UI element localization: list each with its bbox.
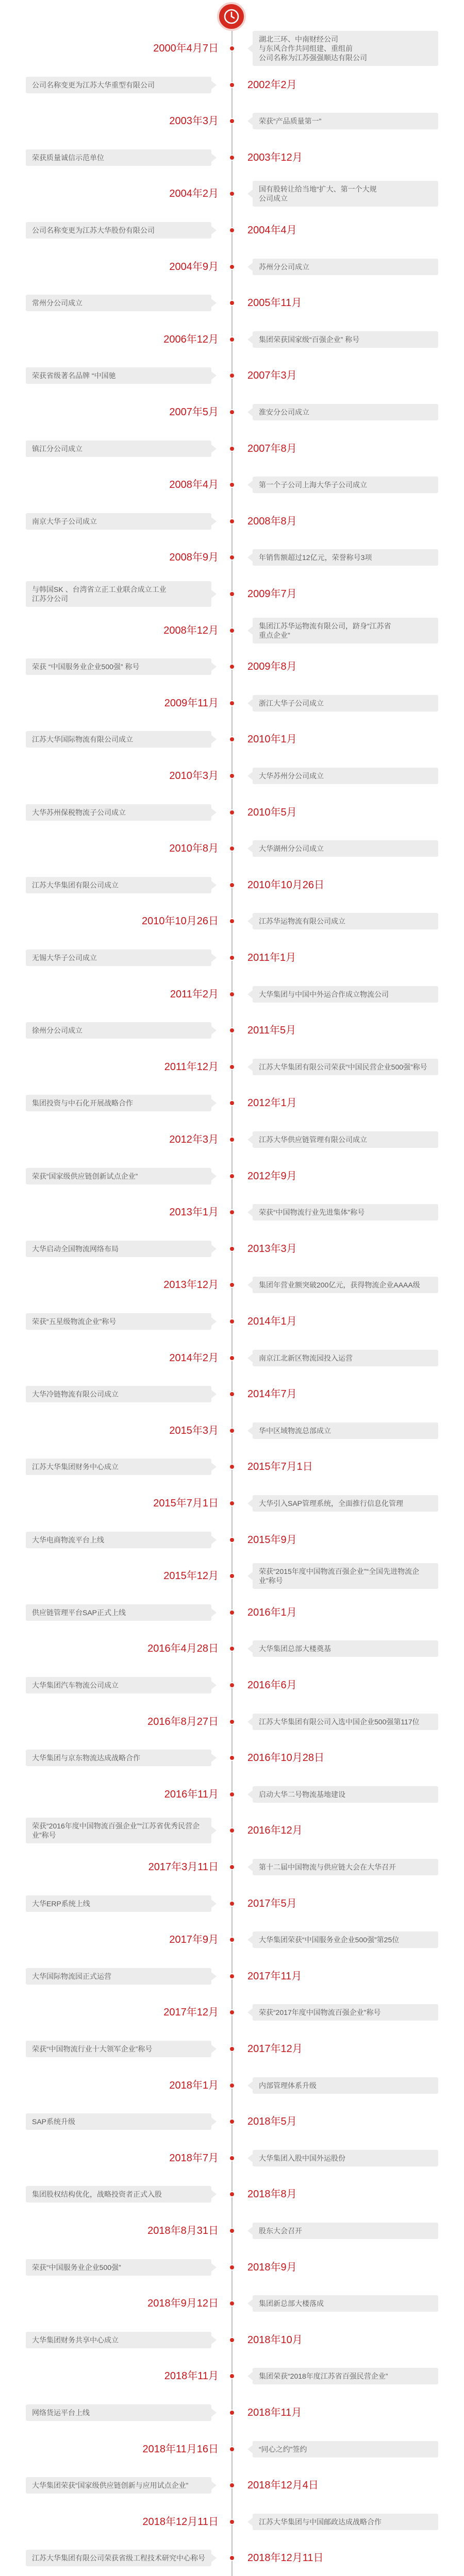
event-description: 荣获“2015年度中国物流百强企业”“全国先进物流企业”称号: [253, 1563, 438, 1589]
timeline-dot: [229, 554, 235, 561]
event-description: 荣获“国家级供应链创新试点企业”: [26, 1168, 211, 1184]
event-date: 2016年11月: [164, 1788, 219, 1800]
timeline-dot: [229, 2155, 235, 2161]
event-date: 2011年1月: [247, 952, 296, 963]
event-date: 2015年7月1日: [247, 1461, 313, 1473]
timeline-dot: [229, 227, 235, 233]
event-description: 荣获“中国物流行业先进集体”称号: [253, 1204, 438, 1221]
event-date: 2011年2月: [170, 988, 219, 1000]
event-description: 荣获“中国物流行业十大领军企业”称号: [26, 2041, 211, 2057]
event-date: 2016年4月28日: [147, 1643, 219, 1655]
timeline-dot: [229, 2373, 235, 2379]
event-description: 大华电商物流平台上线: [26, 1532, 211, 1548]
event-date: 2018年10月: [247, 2334, 303, 2346]
event-description: 大华集团总部大楼奠基: [253, 1640, 438, 1657]
event-date: 2017年9月: [169, 1934, 219, 1946]
event-date: 2018年8月31日: [147, 2225, 219, 2236]
event-description: 大华湖州分公司成立: [253, 840, 438, 857]
event-description: 供应链管理平台SAP正式上线: [26, 1604, 211, 1621]
event-description: 大华集团汽车物流公司成立: [26, 1677, 211, 1693]
timeline-dot: [229, 591, 235, 597]
event-date: 2018年12月4日: [247, 2480, 319, 2492]
event-date: 2007年5月: [169, 406, 219, 418]
event-description: 大华苏州保税物流子公司成立: [26, 804, 211, 821]
event-description: 淮安分公司成立: [253, 404, 438, 420]
timeline-dot: [229, 664, 235, 670]
event-date: 2008年9月: [169, 552, 219, 564]
event-date: 2013年3月: [247, 1243, 297, 1255]
event-description: 大华国际物流园正式运营: [26, 1968, 211, 1985]
timeline-dot: [229, 300, 235, 306]
event-description: 集团股权结构优化，战略投资者正式入股: [26, 2186, 211, 2202]
timeline-dot: [229, 2410, 235, 2416]
timeline-dot: [229, 1209, 235, 1215]
timeline-dot: [229, 1573, 235, 1579]
event-description: 江苏大华集团有限公司成立: [26, 877, 211, 893]
event-date: 2010年5月: [247, 806, 297, 818]
event-date: 2015年3月: [169, 1425, 219, 1436]
event-description: 年销售额超过12亿元，荣誉称号3项: [253, 549, 438, 566]
event-date: 2010年10月26日: [142, 916, 219, 927]
event-date: 2018年11月16日: [142, 2443, 219, 2455]
event-date: 2017年12月: [247, 2043, 303, 2055]
event-date: 2010年1月: [247, 734, 297, 745]
event-date: 2018年9月: [247, 2261, 297, 2273]
timeline-dot: [229, 264, 235, 270]
event-description: 江苏大华国际物流有限公司成立: [26, 731, 211, 748]
timeline-dot: [229, 518, 235, 524]
event-date: 2004年9月: [169, 261, 219, 273]
timeline-dot: [229, 1682, 235, 1688]
event-date: 2000年4月7日: [153, 43, 219, 54]
timeline-dot: [229, 1282, 235, 1288]
event-description: 集团新总部大楼落成: [253, 2295, 438, 2312]
timeline-dot: [229, 2009, 235, 2015]
event-description: 与韩国SK 、台湾省立正工业联合成立工业 江苏分公司: [26, 581, 211, 607]
timeline-dot: [229, 336, 235, 343]
timeline-dot: [229, 446, 235, 452]
event-description: “同心之约”签约: [253, 2441, 438, 2458]
timeline-dot: [229, 1173, 235, 1179]
event-date: 2010年3月: [169, 770, 219, 782]
timeline-dot: [229, 1791, 235, 1798]
timeline-dot: [229, 1428, 235, 1434]
event-description: 江苏大华供应链管理有限公司成立: [253, 1131, 438, 1148]
timeline-dot: [229, 482, 235, 488]
event-description: 荣获 “中国服务业企业500强” 称号: [26, 658, 211, 675]
event-description: SAP系统升级: [26, 2113, 211, 2130]
event-description: 荣获“2016年度中国物流百强企业”“江苏省优秀民营企业”称号: [26, 1818, 211, 1843]
event-date: 2015年9月: [247, 1534, 297, 1546]
timeline-dot: [229, 1318, 235, 1325]
event-description: 大华集团财务共享中心成立: [26, 2332, 211, 2348]
event-description: 内部管理体系升级: [253, 2077, 438, 2094]
event-description: 华中区域物流总部成立: [253, 1422, 438, 1439]
event-description: 荣获“中国服务业企业500强”: [26, 2259, 211, 2276]
event-date: 2018年5月: [247, 2116, 297, 2128]
event-date: 2015年12月: [163, 1570, 219, 1582]
event-description: 江苏大华集团与中国邮政达成战略合作: [253, 2514, 438, 2530]
event-description: 大华ERP系统上线: [26, 1895, 211, 1912]
event-description: 镇江分公司成立: [26, 440, 211, 457]
timeline-dot: [229, 372, 235, 379]
event-date: 2006年12月: [163, 333, 219, 345]
event-date: 2005年11月: [247, 297, 302, 309]
event-date: 2016年12月: [247, 1825, 303, 1837]
event-description: 大华冷链物流有限公司成立: [26, 1386, 211, 1402]
event-date: 2016年10月28日: [247, 1752, 324, 1764]
event-date: 2011年5月: [247, 1025, 296, 1037]
event-description: 江苏华运物流有限公司成立: [253, 913, 438, 929]
timeline-dot: [229, 1500, 235, 1506]
timeline-dot: [229, 2300, 235, 2307]
timeline-dot: [229, 1646, 235, 1652]
event-date: 2018年11月: [247, 2407, 302, 2418]
timeline-dot: [229, 1246, 235, 1252]
timeline-dot: [229, 82, 235, 88]
event-date: 2003年3月: [169, 115, 219, 127]
event-date: 2018年1月: [169, 2079, 219, 2091]
event-date: 2007年3月: [247, 370, 297, 382]
timeline-dot: [229, 2446, 235, 2452]
timeline-dot: [229, 773, 235, 779]
timeline-dot: [229, 1827, 235, 1834]
event-date: 2003年12月: [247, 151, 303, 163]
event-description: 荣获省级著名品牌 “中国驰: [26, 367, 211, 384]
event-date: 2017年3月11日: [148, 1861, 219, 1873]
event-description: 大华集团荣获“中国服务业企业500强”第25位: [253, 1931, 438, 1948]
timeline-dot: [229, 2228, 235, 2234]
timeline-dot: [229, 809, 235, 816]
timeline-dot: [229, 1064, 235, 1070]
event-date: 2004年2月: [169, 188, 219, 200]
event-date: 2011年12月: [164, 1061, 219, 1073]
event-date: 2017年11月: [247, 1970, 302, 1982]
event-date: 2002年2月: [247, 79, 297, 91]
event-date: 2012年9月: [247, 1170, 297, 1182]
event-date: 2010年10月26日: [247, 879, 324, 891]
event-description: 集团荣获国家级“百强企业” 称号: [253, 331, 438, 348]
event-description: 大华集团荣获“国家级供应链创新与应用试点企业”: [26, 2477, 211, 2494]
event-date: 2012年1月: [247, 1097, 297, 1109]
event-description: 启动大华二号物流基地建设: [253, 1786, 438, 1803]
timeline-dot: [229, 1391, 235, 1397]
event-description: 大华苏州分公司成立: [253, 768, 438, 784]
timeline-dot: [229, 736, 235, 742]
timeline-dot: [229, 2082, 235, 2089]
timeline-dot: [229, 1100, 235, 1106]
event-date: 2013年1月: [169, 1207, 219, 1218]
event-description: 徐州分公司成立: [26, 1022, 211, 1039]
timeline-dot: [229, 118, 235, 124]
event-description: 江苏大华集团有限公司入选中国企业500强第117位: [253, 1714, 438, 1730]
timeline-dot: [229, 955, 235, 961]
timeline-dot: [229, 191, 235, 197]
event-description: 大华集团与京东物流达成战略合作: [26, 1750, 211, 1766]
event-description: 荣获“产品质量第一”: [253, 113, 438, 129]
event-date: 2018年11月: [164, 2370, 219, 2382]
event-description: 集团江苏华运物流有限公司，跻身“江苏省 重点企业”: [253, 618, 438, 643]
timeline-dot: [229, 2555, 235, 2561]
timeline-dot: [229, 918, 235, 924]
event-description: 集团年营业额突破200亿元，获得物流企业AAAA级: [253, 1277, 438, 1293]
event-description: 公司名称变更为江苏大华重型有限公司: [26, 77, 211, 93]
timeline-dot: [229, 2519, 235, 2525]
event-date: 2009年7月: [247, 588, 297, 600]
event-date: 2007年8月: [247, 443, 297, 454]
event-description: 第一个子公司上海大华子公司成立: [253, 477, 438, 493]
event-date: 2014年2月: [169, 1352, 219, 1364]
event-date: 2012年3月: [169, 1134, 219, 1145]
event-date: 2018年8月: [247, 2189, 297, 2200]
event-description: 南京江北新区物流园投入运营: [253, 1350, 438, 1366]
event-date: 2014年1月: [247, 1316, 297, 1327]
event-date: 2009年8月: [247, 661, 297, 673]
timeline-dot: [229, 1755, 235, 1761]
timeline-dot: [229, 1973, 235, 1979]
event-description: 荣获“五星级物流企业”称号: [26, 1313, 211, 1330]
timeline-dot: [229, 155, 235, 161]
timeline-dot: [229, 991, 235, 997]
timeline-dot: [229, 1355, 235, 1361]
event-description: 浙江大华子公司成立: [253, 695, 438, 711]
event-date: 2016年8月27日: [147, 1716, 219, 1727]
event-date: 2018年12月11日: [142, 2516, 219, 2528]
event-date: 2015年7月1日: [153, 1498, 219, 1509]
timeline-dot: [229, 2119, 235, 2125]
timeline-dot: [229, 1937, 235, 1943]
event-date: 2008年4月: [169, 479, 219, 491]
event-description: 大华启动全国物流网络布局: [26, 1241, 211, 1257]
event-description: 苏州分公司成立: [253, 259, 438, 275]
clock-icon: [217, 2, 246, 31]
timeline-dot: [229, 1137, 235, 1143]
event-date: 2017年12月: [163, 2007, 219, 2019]
event-description: 江苏大华集团财务中心成立: [26, 1459, 211, 1475]
event-description: 大华集团入股中国外运股份: [253, 2150, 438, 2166]
timeline-dot: [229, 1027, 235, 1033]
event-description: 湖北三环、中南财经公司 与东风合作共同组建、重组前 公司名称为江苏强强顺达有限公司: [253, 31, 438, 66]
event-date: 2018年9月12日: [147, 2298, 219, 2310]
timeline-dot: [229, 882, 235, 888]
timeline-dot: [229, 2264, 235, 2270]
event-date: 2013年12月: [163, 1279, 219, 1291]
event-date: 2018年7月: [169, 2152, 219, 2164]
event-date: 2016年6月: [247, 1680, 297, 1691]
timeline-dot: [229, 700, 235, 706]
event-date: 2016年1月: [247, 1606, 297, 1618]
timeline-dot: [229, 409, 235, 415]
event-description: 集团荣获“2018年度江苏省百强民营企业”: [253, 2368, 438, 2384]
timeline-dot: [229, 2482, 235, 2488]
event-description: 南京大华子公司成立: [26, 513, 211, 530]
event-date: 2004年4月: [247, 225, 297, 236]
timeline-dot: [229, 1901, 235, 1907]
event-description: 公司名称变更为江苏大华股份有限公司: [26, 222, 211, 239]
event-description: 荣获“2017年度中国物流百强企业”称号: [253, 2004, 438, 2021]
event-description: 第十二届中国物流与供应链大会在大华召开: [253, 1859, 438, 1875]
event-description: 无锡大华子公司成立: [26, 950, 211, 966]
event-description: 江苏大华集团有限公司荣获“中国民营企业500强”称号: [253, 1059, 438, 1075]
timeline-dot: [229, 2046, 235, 2052]
event-description: 网络货运平台上线: [26, 2404, 211, 2421]
event-description: 江苏大华集团有限公司荣获省级工程技术研究中心称号: [26, 2550, 211, 2566]
event-date: 2008年12月: [163, 624, 219, 636]
event-description: 大华集团与中国中外运合作成立物流公司: [253, 986, 438, 1003]
event-date: 2018年12月11日: [247, 2552, 324, 2564]
event-description: 常州分公司成立: [26, 295, 211, 311]
timeline-dot: [229, 1464, 235, 1470]
event-description: 国有股转让给当地“扩大、第一个大规 公司成立: [253, 181, 438, 207]
timeline-dot: [229, 2191, 235, 2197]
event-date: 2017年5月: [247, 1897, 297, 1909]
event-date: 2008年8月: [247, 515, 297, 527]
timeline-dot: [229, 628, 235, 634]
timeline-dot: [229, 45, 235, 52]
timeline-dot: [229, 1864, 235, 1870]
event-description: 股东大会召开: [253, 2223, 438, 2239]
event-date: 2009年11月: [164, 697, 219, 709]
event-date: 2010年8月: [169, 843, 219, 855]
timeline-dot: [229, 1609, 235, 1616]
event-description: 大华引入SAP管理系统，全面推行信息化管理: [253, 1495, 438, 1512]
event-date: 2014年7月: [247, 1388, 297, 1400]
event-description: 集团投资与中石化开展战略合作: [26, 1095, 211, 1111]
event-description: 荣获质量诚信示范单位: [26, 149, 211, 166]
timeline-dot: [229, 2337, 235, 2343]
timeline-dot: [229, 1537, 235, 1543]
timeline-dot: [229, 1719, 235, 1725]
timeline-dot: [229, 845, 235, 852]
